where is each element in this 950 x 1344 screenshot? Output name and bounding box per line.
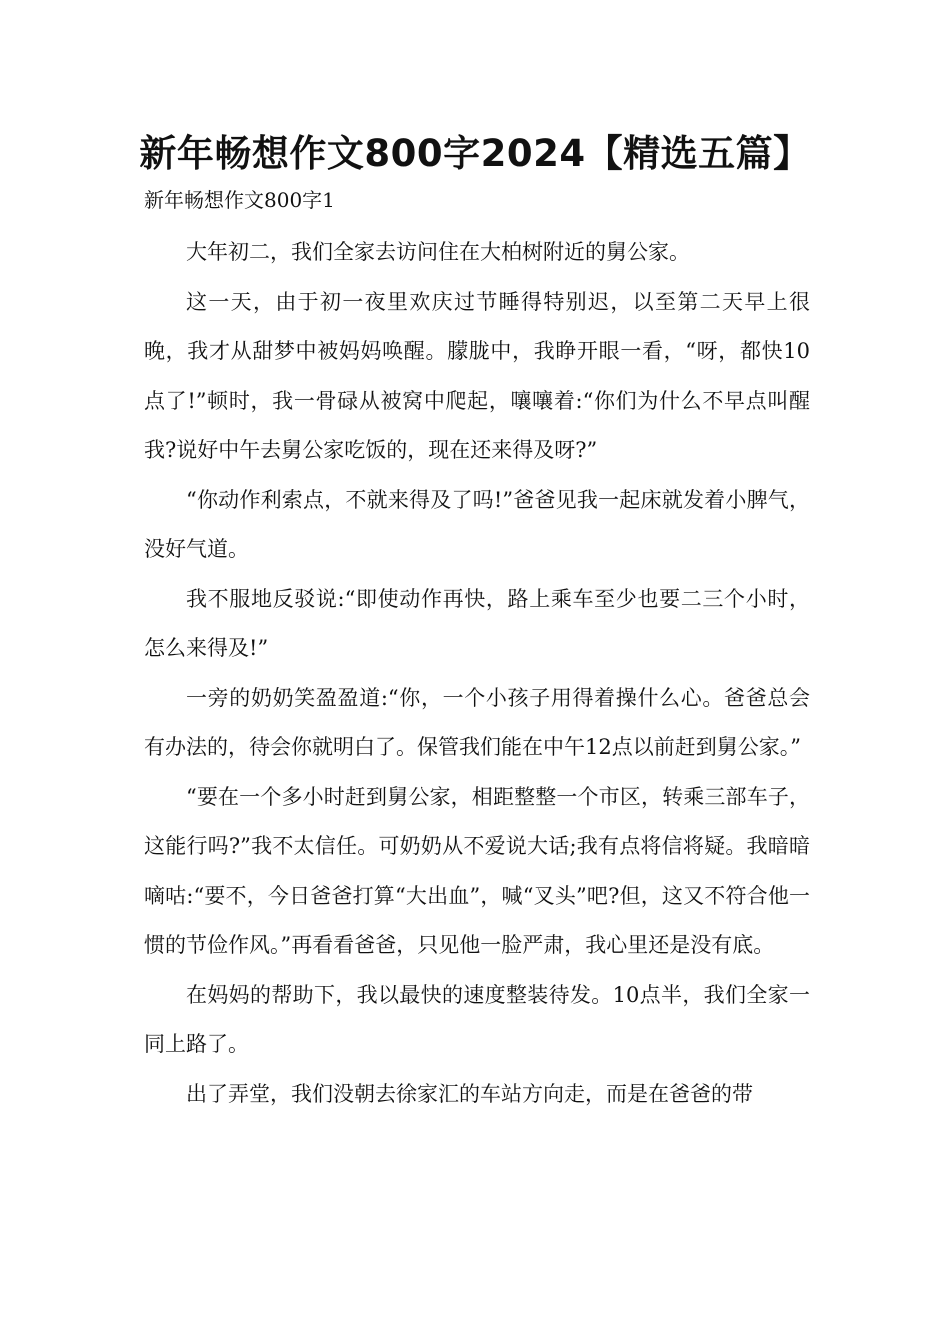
paragraph: “你动作利索点，不就来得及了吗!”爸爸见我一起床就发着小脾气，没好气道。 [144, 487, 810, 561]
paragraph: 一旁的奶奶笑盈盈道:“你，一个小孩子用得着操什么心。爸爸总会有办法的，待会你就明白了。保管我们能在中午12点以前赶到舅公家。” [144, 685, 810, 759]
paragraph: 在妈妈的帮助下，我以最快的速度整装待发。10点半，我们全家一同上路了。 [144, 982, 810, 1056]
paragraph: 我不服地反驳说:“即使动作再快，路上乘车至少也要二三个小时，怎么来得及!” [144, 586, 810, 660]
paragraph: 这一天，由于初一夜里欢庆过节睡得特别迟，以至第二天早上很晚，我才从甜梦中被妈妈唤醒。朦胧中，我睁开眼一看，“呀，都快10点了!”顿时，我一骨碌从被窝中爬起，嚷嚷着:“你们为什么不早点叫醒我?说好中午去舅公家吃饭的，现在还来得及呀?” [144, 289, 810, 462]
paragraph: “要在一个多小时赶到舅公家，相距整整一个市区，转乘三部车子，这能行吗?”我不太信任。可奶奶从不爱说大话;我有点将信将疑。我暗暗嘀咕:“要不，今日爸爸打算“大出血”，喊“叉头”吧?但，这又不符合他一惯的节俭作风。”再看看爸爸，只见他一脸严肃，我心里还是没有底。 [144, 784, 810, 957]
paragraph: 大年初二，我们全家去访问住在大柏树附近的舅公家。 [186, 240, 690, 264]
essay-body [144, 228, 810, 1119]
paragraph: 出了弄堂，我们没朝去徐家汇的车站方向走，而是在爸爸的带 [186, 1081, 753, 1106]
essay-heading: 新年畅想作文800字1 [144, 188, 335, 212]
document-title: 新年畅想作文800字2024【精选五篇】 [139, 132, 811, 175]
